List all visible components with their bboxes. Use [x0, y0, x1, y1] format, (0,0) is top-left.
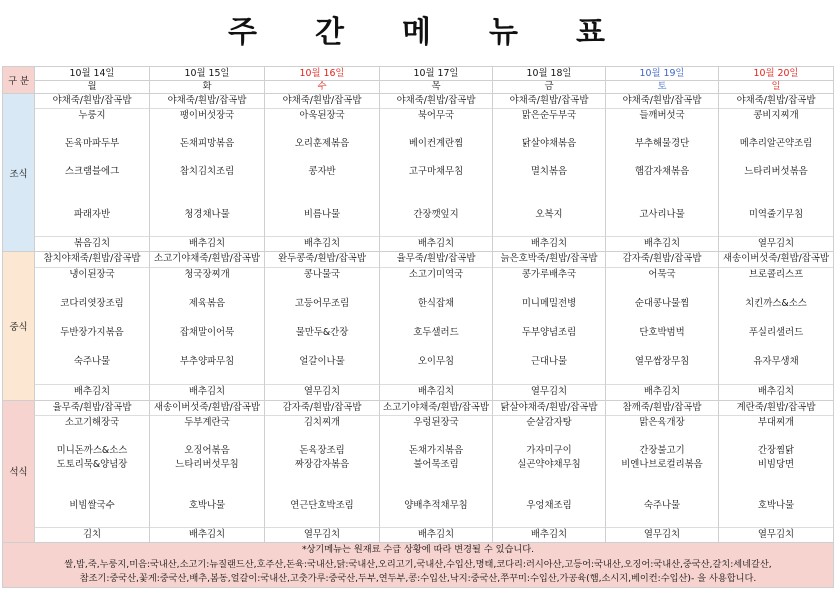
- menu-item: 야채죽/흰밥/잡곡밥: [493, 94, 605, 109]
- menu-item: [493, 485, 605, 499]
- menu-item: [35, 430, 149, 444]
- menu-item: 두반장가지볶음: [60, 327, 124, 338]
- menu-item: [150, 513, 264, 527]
- header-weekday: 목: [380, 81, 493, 94]
- menu-item: 배추김치: [719, 384, 833, 400]
- menu-item: 배추김치: [150, 527, 264, 542]
- menu-item: 메추리알곤약조림: [739, 138, 813, 150]
- menu-item: [493, 123, 605, 137]
- menu-item: 콩자반: [308, 166, 336, 178]
- header-date: 10월 17일: [380, 67, 493, 81]
- menu-item: 새송이버섯죽/흰밥/잡곡밥: [719, 252, 833, 268]
- menu-item: [35, 194, 149, 208]
- menu-item: [606, 151, 718, 165]
- menu-item: [606, 370, 718, 385]
- menu-item: 열무김치: [719, 527, 833, 542]
- menu-item: 늙은호박죽/흰밥/잡곡밥: [493, 252, 605, 268]
- header-weekday: 토: [606, 81, 719, 94]
- menu-item: [606, 282, 718, 297]
- menu-item: 물만두&간장: [295, 327, 349, 338]
- menu-cell: [493, 400, 606, 542]
- menu-item: [493, 430, 605, 444]
- menu-item: [150, 370, 264, 385]
- menu-item: 햄감자채볶음: [634, 166, 690, 178]
- meal-row-breakfast: [3, 94, 834, 252]
- menu-item: [380, 485, 492, 499]
- menu-item: [150, 485, 264, 499]
- menu-item: 미역줄기무침: [748, 208, 804, 220]
- menu-cell: [719, 94, 834, 252]
- menu-item: [719, 341, 833, 356]
- header-date: 10월 15일: [150, 67, 265, 81]
- menu-item: 누룽지: [78, 110, 106, 122]
- menu-item: [493, 194, 605, 208]
- meal-row-lunch: [3, 252, 834, 401]
- menu-item: [380, 370, 492, 385]
- menu-item: 유자무생채: [753, 356, 799, 368]
- menu-cell: [265, 252, 380, 401]
- menu-item: [35, 471, 149, 485]
- menu-item: [265, 341, 379, 356]
- menu-item: 배추김치: [265, 236, 379, 251]
- menu-item: 야채죽/흰밥/잡곡밥: [150, 94, 264, 109]
- menu-item: [265, 180, 379, 194]
- menu-item: [380, 311, 492, 326]
- meal-row-dinner: [3, 400, 834, 542]
- menu-item: 도토리묵&양념장: [56, 458, 128, 470]
- menu-cell: [150, 94, 265, 252]
- menu-item: [719, 471, 833, 485]
- header-date: 10월 16일: [265, 67, 380, 81]
- menu-item: [719, 194, 833, 208]
- menu-item: 돈육마파두부: [64, 138, 120, 150]
- menu-item: 순대콩나물찜: [634, 297, 690, 309]
- title-char: 뉴: [488, 15, 520, 50]
- menu-item: [150, 180, 264, 194]
- menu-item: [719, 430, 833, 444]
- menu-item: [150, 194, 264, 208]
- menu-item: 돈육장조림: [299, 444, 345, 456]
- menu-item: 열무김치: [606, 527, 718, 542]
- menu-cell: [380, 400, 493, 542]
- menu-item: 간장깻잎지: [413, 208, 459, 220]
- menu-item: 미니돈까스&소스: [56, 444, 128, 456]
- menu-item: 배추김치: [35, 384, 149, 400]
- menu-item: 실곤약야채무침: [517, 458, 581, 470]
- menu-item: 얼갈이나물: [299, 356, 345, 368]
- menu-item: 비엔나브로컬리볶음: [621, 458, 703, 470]
- menu-table: [2, 66, 834, 588]
- menu-item: 배추김치: [606, 384, 718, 400]
- menu-item: [719, 180, 833, 194]
- menu-item: 비름나물: [303, 208, 341, 220]
- menu-item: 야채죽/흰밥/잡곡밥: [265, 94, 379, 109]
- menu-item: [35, 370, 149, 385]
- header-weekday: 일: [719, 81, 834, 94]
- menu-item: [265, 430, 379, 444]
- menu-item: 야채죽/흰밥/잡곡밥: [606, 94, 718, 109]
- menu-item: 김치: [35, 527, 149, 542]
- menu-cell: [35, 400, 150, 542]
- menu-cell: [719, 400, 834, 542]
- menu-cell: [606, 252, 719, 401]
- menu-item: 배추김치: [380, 384, 492, 400]
- menu-item: 비빔쌀국수: [69, 500, 115, 512]
- title-char: 간: [315, 15, 346, 50]
- menu-item: 배추김치: [380, 236, 492, 251]
- footer-line: 참조기:중국산,꽃게:중국산,배추,봄동,얼갈이:국내산,고춧가루:중국산,두부,연두부,콩:수입산,낙지:중국산,쭈꾸미:수입산,가공육(햄,소시지,베이컨:수입산)- 을 사용합니다.: [79, 573, 757, 585]
- menu-item: 베이컨계란찜: [408, 138, 464, 150]
- header-date: 10월 20일: [719, 67, 834, 81]
- menu-cell: [380, 94, 493, 252]
- menu-item: 볶음김치: [35, 236, 149, 251]
- menu-item: [719, 311, 833, 326]
- menu-item: 어묵국: [648, 268, 676, 280]
- menu-item: 콩비지찌개: [753, 110, 799, 122]
- menu-item: [150, 430, 264, 444]
- menu-item: 배추김치: [606, 236, 718, 251]
- menu-item: [150, 222, 264, 236]
- menu-item: [493, 282, 605, 297]
- menu-item: [380, 180, 492, 194]
- menu-item: 열무쌈장무침: [634, 356, 690, 368]
- menu-item: 닭살야채볶음: [521, 138, 577, 150]
- footer-line: *상기메뉴는 원재료 수급 상황에 따라 변경될 수 있습니다.: [301, 543, 535, 555]
- menu-item: 양배추적채무침: [404, 500, 468, 512]
- menu-item: 우엉채조림: [526, 500, 572, 512]
- menu-item: 오징어볶음: [184, 444, 230, 456]
- menu-item: [719, 151, 833, 165]
- menu-cell: [150, 252, 265, 401]
- menu-item: 불어묵조림: [413, 458, 459, 470]
- menu-item: [719, 485, 833, 499]
- menu-item: 열무김치: [719, 236, 833, 251]
- menu-item: 참치야채죽/흰밥/잡곡밥: [35, 252, 149, 268]
- menu-item: [150, 123, 264, 137]
- menu-item: 숙주나물: [643, 500, 681, 512]
- menu-item: 고등어무조림: [294, 297, 350, 309]
- menu-item: [606, 180, 718, 194]
- menu-item: 들깨버섯국: [639, 110, 685, 122]
- menu-item: 잡채말이어묵: [179, 327, 235, 338]
- menu-item: 야채죽/흰밥/잡곡밥: [380, 94, 492, 109]
- menu-item: 부추해물경단: [634, 138, 690, 150]
- menu-item: [35, 123, 149, 137]
- menu-item: [380, 194, 492, 208]
- menu-item: [719, 222, 833, 236]
- menu-item: [493, 513, 605, 527]
- menu-item: [150, 311, 264, 326]
- footer-line: 쌀,밥,죽,누룽지,미음:국내산,소고기:뉴질랜드산,호주산,돈육:국내산,닭:국내산,오리고기,국내산,수입산,명태,코다리:러시아산,고등어:국내산,오징어:국내산,중국산,갈치:세네갈산,: [64, 558, 772, 570]
- menu-item: 참치김치조림: [179, 166, 235, 178]
- menu-item: 두부양념조림: [521, 327, 577, 338]
- menu-item: 고구마채무침: [408, 166, 464, 178]
- menu-item: 호두샐러드: [413, 327, 459, 338]
- menu-item: 참깨죽/흰밥/잡곡밥: [606, 401, 718, 416]
- menu-item: [265, 194, 379, 208]
- menu-item: 한식잡채: [417, 297, 455, 309]
- menu-item: [35, 311, 149, 326]
- menu-item: 연근단호박조림: [290, 500, 354, 512]
- title-char: 주: [228, 15, 260, 50]
- menu-item: 호박나물: [188, 500, 226, 512]
- menu-item: 맑은순두부국: [521, 110, 577, 122]
- menu-item: 부대찌개: [757, 416, 795, 428]
- menu-item: [380, 123, 492, 137]
- header-weekday: 금: [493, 81, 606, 94]
- menu-item: [35, 222, 149, 236]
- header-date: 10월 14일: [35, 67, 150, 81]
- menu-item: [35, 513, 149, 527]
- header-date: 10월 18일: [493, 67, 606, 81]
- menu-item: 소고기야채죽/흰밥/잡곡밥: [380, 401, 492, 416]
- menu-item: [606, 123, 718, 137]
- menu-item: 배추김치: [493, 236, 605, 251]
- menu-item: 감자죽/흰밥/잡곡밥: [606, 252, 718, 268]
- menu-item: [265, 485, 379, 499]
- menu-item: [150, 151, 264, 165]
- menu-item: 소고기야채죽/흰밥/잡곡밥: [150, 252, 264, 268]
- menu-cell: [150, 400, 265, 542]
- menu-item: 열무김치: [493, 384, 605, 400]
- menu-item: [380, 151, 492, 165]
- menu-item: [265, 282, 379, 297]
- menu-item: 야채죽/흰밥/잡곡밥: [35, 94, 149, 109]
- menu-item: 배추김치: [380, 527, 492, 542]
- menu-item: 간장불고기: [639, 444, 685, 456]
- menu-item: 간장찜닭: [757, 444, 795, 456]
- menu-item: [265, 513, 379, 527]
- menu-item: 멸치볶음: [530, 166, 568, 178]
- menu-item: [265, 471, 379, 485]
- menu-item: [380, 430, 492, 444]
- menu-item: [606, 513, 718, 527]
- menu-item: [606, 222, 718, 236]
- menu-item: [265, 311, 379, 326]
- menu-item: 새송이버섯죽/흰밥/잡곡밥: [150, 401, 264, 416]
- menu-item: 감자죽/흰밥/잡곡밥: [265, 401, 379, 416]
- menu-item: [265, 151, 379, 165]
- menu-item: 율무죽/흰밥/잡곡밥: [35, 401, 149, 416]
- menu-item: [265, 123, 379, 137]
- menu-item: 김치찌개: [303, 416, 341, 428]
- menu-item: 계란죽/흰밥/잡곡밥: [719, 401, 833, 416]
- menu-cell: [606, 400, 719, 542]
- menu-item: 율무죽/흰밥/잡곡밥: [380, 252, 492, 268]
- menu-item: 돈채가지볶음: [408, 444, 464, 456]
- meal-label: 중식: [3, 252, 35, 401]
- menu-item: [606, 194, 718, 208]
- menu-item: [493, 222, 605, 236]
- menu-item: 열무김치: [265, 527, 379, 542]
- menu-item: 팽이버섯장국: [179, 110, 235, 122]
- menu-item: [265, 370, 379, 385]
- menu-item: [150, 471, 264, 485]
- menu-item: 북어무국: [417, 110, 455, 122]
- menu-item: [719, 370, 833, 385]
- menu-cell: [493, 252, 606, 401]
- menu-item: 소고기해장국: [64, 416, 120, 428]
- menu-cell: [719, 252, 834, 401]
- menu-item: 오리훈제볶음: [294, 138, 350, 150]
- menu-cell: [35, 94, 150, 252]
- menu-item: 청경채나물: [184, 208, 230, 220]
- menu-item: 소고기미역국: [408, 268, 464, 280]
- title-char: 표: [575, 15, 607, 50]
- title-char: 메: [402, 15, 433, 50]
- menu-cell: [493, 94, 606, 252]
- menu-cell: [380, 252, 493, 401]
- menu-item: 두부계란국: [184, 416, 230, 428]
- meal-label: 석식: [3, 400, 35, 542]
- menu-item: 돈채피망볶음: [179, 138, 235, 150]
- menu-item: 가자미구이: [526, 444, 572, 456]
- menu-cell: [265, 400, 380, 542]
- header-gubun: 구 분: [3, 67, 35, 94]
- header-weekday: 월: [35, 81, 150, 94]
- page-title: [0, 0, 835, 64]
- menu-item: 고사리나물: [639, 208, 685, 220]
- menu-item: [493, 311, 605, 326]
- menu-item: [719, 123, 833, 137]
- menu-item: [493, 471, 605, 485]
- menu-item: 비빔당면: [757, 458, 795, 470]
- menu-item: 파래자반: [73, 208, 111, 220]
- menu-item: [719, 282, 833, 297]
- menu-item: 브로콜리스프: [748, 268, 804, 280]
- menu-item: 닭살야채죽/흰밥/잡곡밥: [493, 401, 605, 416]
- menu-item: 콩나물국: [303, 268, 341, 280]
- menu-item: 청국장찌개: [184, 268, 230, 280]
- menu-item: 맑은육개장: [639, 416, 685, 428]
- menu-item: [265, 222, 379, 236]
- menu-item: [606, 485, 718, 499]
- menu-item: 열무김치: [265, 384, 379, 400]
- menu-cell: [606, 94, 719, 252]
- menu-item: [719, 513, 833, 527]
- menu-item: [150, 341, 264, 356]
- menu-item: 단호박범벅: [639, 327, 685, 338]
- header-weekday: 화: [150, 81, 265, 94]
- menu-item: 야채죽/흰밥/잡곡밥: [719, 94, 833, 109]
- menu-item: 부추양파무침: [179, 356, 235, 368]
- menu-item: 숙주나물: [73, 356, 111, 368]
- meal-label: 조식: [3, 94, 35, 252]
- menu-item: 냉이된장국: [69, 268, 115, 280]
- menu-item: 배추김치: [150, 384, 264, 400]
- menu-item: 짜장감자볶음: [294, 458, 350, 470]
- menu-item: [493, 341, 605, 356]
- menu-item: [380, 513, 492, 527]
- menu-item: 배추김치: [150, 236, 264, 251]
- menu-item: 제육볶음: [188, 297, 226, 309]
- menu-item: 오이무침: [417, 356, 455, 368]
- menu-item: [606, 341, 718, 356]
- menu-item: 호박나물: [757, 500, 795, 512]
- menu-item: [380, 222, 492, 236]
- menu-item: [380, 282, 492, 297]
- menu-item: 우렁된장국: [413, 416, 459, 428]
- menu-item: [380, 471, 492, 485]
- menu-item: 근대나물: [530, 356, 568, 368]
- menu-item: [35, 180, 149, 194]
- menu-item: [493, 370, 605, 385]
- menu-cell: [265, 94, 380, 252]
- origin-notice: [3, 542, 834, 587]
- menu-item: 느타리버섯볶음: [744, 166, 808, 178]
- header-weekday: 수: [265, 81, 380, 94]
- menu-item: [380, 341, 492, 356]
- menu-item: 코다리엿장조림: [60, 297, 124, 309]
- menu-item: [35, 151, 149, 165]
- menu-item: 느타리버섯무침: [175, 458, 239, 470]
- menu-item: 미니메밀전병: [521, 297, 577, 309]
- menu-item: 순살감자탕: [526, 416, 572, 428]
- menu-item: 콩가루배추국: [521, 268, 577, 280]
- menu-item: [35, 282, 149, 297]
- menu-item: [606, 311, 718, 326]
- menu-item: [493, 180, 605, 194]
- menu-item: 오복지: [535, 208, 563, 220]
- menu-item: 푸실리샐러드: [748, 327, 804, 338]
- menu-item: [35, 341, 149, 356]
- menu-item: [606, 430, 718, 444]
- menu-item: 아욱된장국: [299, 110, 345, 122]
- menu-item: [606, 471, 718, 485]
- menu-item: 치킨까스&소스: [745, 297, 807, 309]
- header-date: 10월 19일: [606, 67, 719, 81]
- menu-item: 완두콩죽/흰밥/잡곡밥: [265, 252, 379, 268]
- menu-item: [493, 151, 605, 165]
- menu-item: 스크램블에그: [64, 166, 120, 178]
- menu-cell: [35, 252, 150, 401]
- menu-item: 배추김치: [493, 527, 605, 542]
- menu-item: [35, 485, 149, 499]
- menu-item: [150, 282, 264, 297]
